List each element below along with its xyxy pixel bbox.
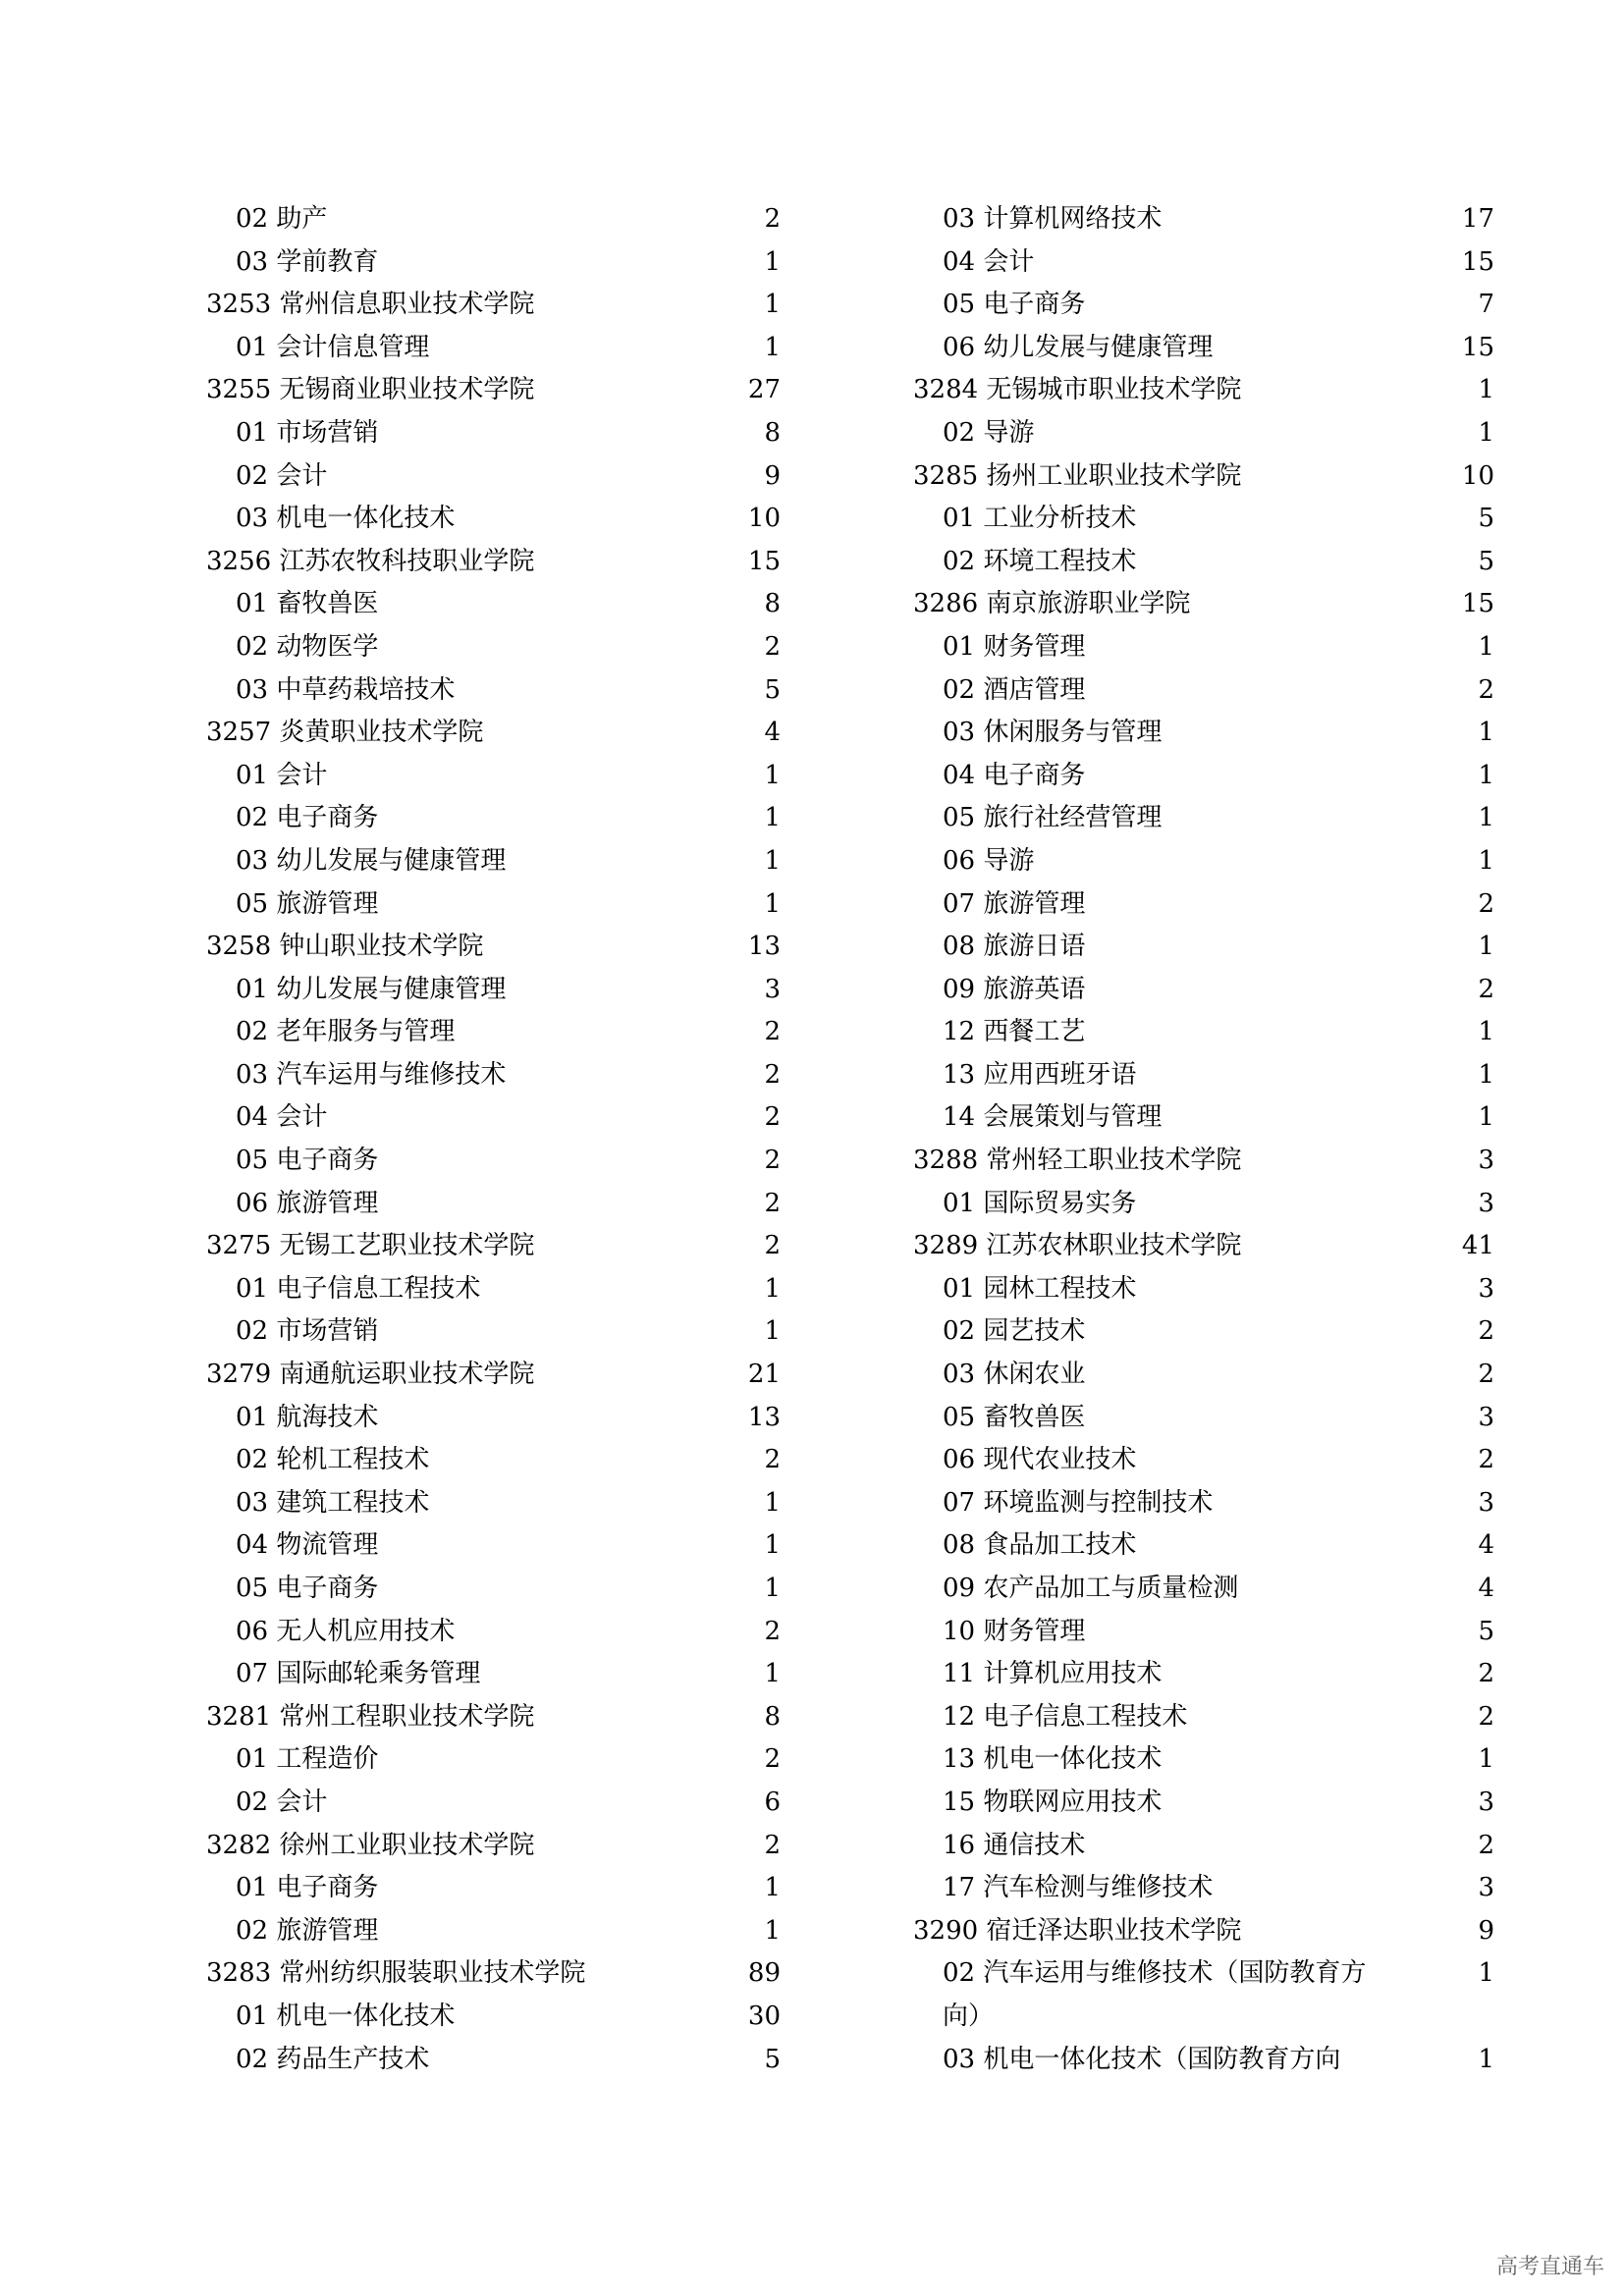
school-name: 3283 常州纺织服装职业技术学院: [206, 1958, 586, 1989]
enrollment-count: 1: [764, 845, 781, 876]
enrollment-count: 5: [764, 2044, 781, 2074]
major-name: 02 轮机工程技术: [236, 1445, 430, 1475]
major-row: [206, 1011, 781, 1054]
enrollment-count: 1: [1478, 1744, 1494, 1775]
major-row: [913, 1482, 1494, 1525]
enrollment-count: 2: [1478, 1360, 1494, 1390]
school-name: 3253 常州信息职业技术学院: [206, 290, 535, 320]
school-name: 3290 宿迁泽达职业技术学院: [913, 1915, 1242, 1946]
major-name: 02 会计: [236, 1787, 328, 1817]
enrollment-count: 5: [764, 674, 781, 705]
major-name: 09 农产品加工与质量检测: [943, 1574, 1239, 1603]
major-row: [913, 1568, 1494, 1611]
major-name: 06 导游: [943, 845, 1035, 876]
major-name: 15 物联网应用技术: [943, 1787, 1163, 1817]
major-name: 03 休闲农业: [943, 1360, 1086, 1390]
enrollment-count: 4: [1478, 1574, 1494, 1603]
major-name: 01 国际贸易实务: [943, 1188, 1137, 1218]
major-row: [206, 1653, 781, 1696]
major-name: 03 建筑工程技术: [236, 1487, 430, 1518]
major-row: [913, 669, 1494, 713]
enrollment-count: 2: [1478, 1659, 1494, 1689]
major-name: 01 幼儿发展与健康管理: [236, 974, 507, 1004]
enrollment-count: 1: [1478, 1017, 1494, 1047]
school-name: 3258 钟山职业技术学院: [206, 932, 484, 962]
enrollment-count: 8: [764, 589, 781, 619]
major-row: [913, 1524, 1494, 1568]
school-row: [206, 712, 781, 755]
school-row: [206, 926, 781, 969]
enrollment-count: 2: [1478, 888, 1494, 919]
major-row: [913, 498, 1494, 541]
major-row: [206, 1568, 781, 1611]
school-row: [913, 1140, 1494, 1183]
school-row: [913, 1910, 1494, 1953]
major-name: 06 幼儿发展与健康管理: [943, 332, 1214, 362]
major-row: [913, 1825, 1494, 1868]
major-name: 03 计算机网络技术: [943, 204, 1163, 234]
major-name: 12 西餐工艺: [943, 1017, 1086, 1047]
major-row: [206, 583, 781, 626]
enrollment-count: 1: [764, 1873, 781, 1903]
enrollment-count: 1: [764, 1273, 781, 1304]
major-name: 06 无人机应用技术: [236, 1616, 456, 1646]
enrollment-count: 3: [1478, 1487, 1494, 1518]
major-name: 02 酒店管理: [943, 674, 1086, 705]
major-row: [913, 840, 1494, 883]
major-name: 01 电子商务: [236, 1873, 379, 1903]
major-name: 01 园林工程技术: [943, 1273, 1137, 1304]
school-name: 3256 江苏农牧科技职业学院: [206, 546, 535, 576]
enrollment-count: 2: [1478, 1445, 1494, 1475]
school-row: [913, 1225, 1494, 1268]
major-name: 02 电子商务: [236, 803, 379, 833]
enrollment-count: 1: [1478, 1958, 1494, 1989]
enrollment-count: 4: [764, 718, 781, 748]
major-row: [913, 1011, 1494, 1054]
major-row: [913, 969, 1494, 1012]
major-row: [913, 1310, 1494, 1354]
school-name: 3275 无锡工艺职业技术学院: [206, 1231, 535, 1261]
enrollment-count: 2: [764, 1017, 781, 1047]
major-row: [913, 241, 1494, 285]
major-row: [206, 1482, 781, 1525]
school-row: [206, 1952, 781, 1996]
major-name: 02 会计: [236, 460, 328, 491]
major-row: [206, 669, 781, 713]
enrollment-count: 2: [764, 1188, 781, 1218]
watermark: 高考直通车: [1495, 2255, 1604, 2279]
enrollment-count: 27: [747, 375, 781, 405]
enrollment-count: 2: [764, 1744, 781, 1775]
enrollment-count: 10: [747, 504, 781, 534]
major-row: [206, 755, 781, 798]
school-row: [206, 1354, 781, 1397]
major-row: [913, 1653, 1494, 1696]
major-row: [913, 626, 1494, 669]
major-row: [913, 541, 1494, 584]
major-name: 01 市场营销: [236, 417, 379, 448]
enrollment-count: 1: [1478, 718, 1494, 748]
major-name: 01 航海技术: [236, 1402, 379, 1432]
major-row: [206, 1096, 781, 1140]
enrollment-count: 1: [764, 246, 781, 277]
major-name: 16 通信技术: [943, 1830, 1086, 1860]
major-name: 04 会计: [943, 246, 1035, 277]
major-row: [913, 1782, 1494, 1825]
major-name: 14 会展策划与管理: [943, 1102, 1163, 1133]
enrollment-count: 2: [764, 1146, 781, 1176]
major-name: 01 会计: [236, 760, 328, 790]
major-name: 01 工程造价: [236, 1744, 379, 1775]
major-name: 05 电子商务: [943, 290, 1086, 320]
enrollment-count: 1: [1478, 1102, 1494, 1133]
major-name: 10 财务管理: [943, 1616, 1086, 1646]
school-row: [206, 1825, 781, 1868]
enrollment-count: 1: [1478, 1059, 1494, 1090]
major-row: [206, 1268, 781, 1311]
major-row: [913, 1397, 1494, 1440]
school-row: [206, 284, 781, 327]
major-name: 09 旅游英语: [943, 974, 1086, 1004]
major-row: [913, 1867, 1494, 1910]
school-name: 3282 徐州工业职业技术学院: [206, 1830, 535, 1860]
enrollment-count: 1: [764, 1530, 781, 1561]
enrollment-count: 2: [764, 631, 781, 662]
enrollment-count: 1: [764, 332, 781, 362]
major-row: [206, 626, 781, 669]
major-row: [913, 712, 1494, 755]
enrollment-count: 2: [1478, 1316, 1494, 1347]
enrollment-count: 2: [764, 1059, 781, 1090]
major-row: [913, 1268, 1494, 1311]
major-name: 08 旅游日语: [943, 932, 1086, 962]
major-row: [206, 1996, 781, 2039]
school-row: [206, 369, 781, 412]
major-row: [913, 284, 1494, 327]
major-name: 01 会计信息管理: [236, 332, 430, 362]
school-name: 3255 无锡商业职业技术学院: [206, 375, 535, 405]
enrollment-count: 1: [764, 1574, 781, 1603]
enrollment-count: 15: [747, 546, 781, 576]
enrollment-count: 3: [1478, 1873, 1494, 1903]
major-name: 03 学前教育: [236, 246, 379, 277]
enrollment-count: 2: [764, 1231, 781, 1261]
major-row: [206, 1738, 781, 1782]
enrollment-count: 3: [764, 974, 781, 1004]
major-row: [913, 926, 1494, 969]
enrollment-count: 3: [1478, 1402, 1494, 1432]
enrollment-count: 2: [764, 204, 781, 234]
enrollment-count: 1: [764, 888, 781, 919]
enrollment-count: 2: [764, 1830, 781, 1860]
major-row: [206, 1310, 781, 1354]
major-row: [206, 1140, 781, 1183]
school-name: 3279 南通航运职业技术学院: [206, 1360, 535, 1390]
school-name: 3289 江苏农林职业技术学院: [913, 1231, 1242, 1261]
major-row: [913, 1738, 1494, 1782]
major-row: [206, 1397, 781, 1440]
enrollment-count: 2: [1478, 674, 1494, 705]
major-row: [913, 327, 1494, 370]
enrollment-count: 8: [764, 1701, 781, 1732]
major-name: 02 园艺技术: [943, 1316, 1086, 1347]
school-name: 3257 炎黄职业技术学院: [206, 718, 484, 748]
major-name: 03 汽车运用与维修技术: [236, 1059, 507, 1090]
major-row: [206, 455, 781, 499]
major-row: [913, 2039, 1494, 2082]
major-row: [206, 797, 781, 840]
enrollment-count: 9: [1478, 1915, 1494, 1946]
major-name: 03 休闲服务与管理: [943, 718, 1163, 748]
major-name: 06 现代农业技术: [943, 1445, 1137, 1475]
school-name: 3281 常州工程职业技术学院: [206, 1701, 535, 1732]
enrollment-count: 1: [764, 803, 781, 833]
enrollment-count: 15: [1461, 589, 1494, 619]
major-row: [913, 1354, 1494, 1397]
major-row: [206, 1183, 781, 1226]
school-name: 3284 无锡城市职业技术学院: [913, 375, 1242, 405]
major-row: [913, 755, 1494, 798]
major-row: [913, 1952, 1494, 2038]
enrollment-count: 1: [1478, 760, 1494, 790]
enrollment-count: 1: [1478, 2044, 1494, 2074]
major-name: 03 机电一体化技术（国防教育方向: [943, 2044, 1341, 2074]
major-name: 05 电子商务: [236, 1146, 379, 1176]
major-row: [913, 198, 1494, 241]
major-row: [206, 1611, 781, 1654]
major-row: [206, 1910, 781, 1953]
enrollment-count: 13: [747, 1402, 781, 1432]
left-column: [206, 198, 781, 2081]
major-row: [206, 241, 781, 285]
major-name: 02 导游: [943, 417, 1035, 448]
major-name: 05 电子商务: [236, 1574, 379, 1603]
major-row: [206, 327, 781, 370]
major-name: 01 电子信息工程技术: [236, 1273, 481, 1304]
enrollment-count: 15: [1461, 332, 1494, 362]
major-name: 02 汽车运用与维修技术（国防教育方向）: [943, 1958, 1367, 2031]
major-name: 02 旅游管理: [236, 1915, 379, 1946]
enrollment-count: 5: [1478, 546, 1494, 576]
school-row: [206, 1696, 781, 1739]
major-name: 08 食品加工技术: [943, 1530, 1137, 1561]
major-row: [206, 1054, 781, 1097]
enrollment-count: 2: [764, 1445, 781, 1475]
major-row: [913, 1054, 1494, 1097]
enrollment-count: 1: [764, 1915, 781, 1946]
enrollment-count: 41: [1461, 1231, 1494, 1261]
major-name: 05 畜牧兽医: [943, 1402, 1086, 1432]
major-name: 13 应用西班牙语: [943, 1059, 1137, 1090]
right-column: [913, 198, 1494, 2081]
enrollment-count: 1: [1478, 932, 1494, 962]
enrollment-count: 6: [764, 1787, 781, 1817]
major-name: 02 老年服务与管理: [236, 1017, 456, 1047]
enrollment-count: 8: [764, 417, 781, 448]
major-name: 13 机电一体化技术: [943, 1744, 1163, 1775]
enrollment-count: 30: [747, 2001, 781, 2031]
enrollment-count: 1: [1478, 417, 1494, 448]
enrollment-count: 15: [1461, 246, 1494, 277]
major-row: [206, 198, 781, 241]
enrollment-count: 13: [747, 932, 781, 962]
major-name: 07 国际邮轮乘务管理: [236, 1659, 481, 1689]
major-row: [913, 1183, 1494, 1226]
enrollment-count: 1: [1478, 803, 1494, 833]
major-name: 05 旅游管理: [236, 888, 379, 919]
major-name: 17 汽车检测与维修技术: [943, 1873, 1214, 1903]
major-row: [913, 1696, 1494, 1739]
major-row: [913, 797, 1494, 840]
enrollment-count: 1: [764, 1659, 781, 1689]
major-row: [913, 1096, 1494, 1140]
major-name: 04 电子商务: [943, 760, 1086, 790]
enrollment-count: 3: [1478, 1146, 1494, 1176]
school-row: [206, 541, 781, 584]
enrollment-count: 1: [1478, 375, 1494, 405]
major-name: 02 市场营销: [236, 1316, 379, 1347]
major-name: 07 旅游管理: [943, 888, 1086, 919]
major-name: 05 旅行社经营管理: [943, 803, 1163, 833]
enrollment-count: 2: [764, 1102, 781, 1133]
major-name: 01 畜牧兽医: [236, 589, 379, 619]
major-row: [913, 412, 1494, 455]
major-name: 02 助产: [236, 204, 328, 234]
enrollment-count: 3: [1478, 1188, 1494, 1218]
major-name: 01 财务管理: [943, 631, 1086, 662]
enrollment-count: 1: [764, 1487, 781, 1518]
enrollment-count: 9: [764, 460, 781, 491]
major-row: [913, 1439, 1494, 1482]
major-name: 02 动物医学: [236, 631, 379, 662]
school-name: 3288 常州轻工职业技术学院: [913, 1146, 1242, 1176]
major-name: 06 旅游管理: [236, 1188, 379, 1218]
major-row: [206, 969, 781, 1012]
enrollment-count: 1: [764, 1316, 781, 1347]
school-row: [913, 583, 1494, 626]
major-row: [206, 1439, 781, 1482]
major-row: [206, 498, 781, 541]
enrollment-count: 2: [1478, 1701, 1494, 1732]
enrollment-count: 1: [1478, 845, 1494, 876]
major-name: 01 工业分析技术: [943, 504, 1137, 534]
school-name: 3286 南京旅游职业学院: [913, 589, 1191, 619]
major-row: [206, 1867, 781, 1910]
major-row: [206, 1524, 781, 1568]
enrollment-count: 2: [1478, 974, 1494, 1004]
enrollment-count: 5: [1478, 1616, 1494, 1646]
enrollment-count: 3: [1478, 1273, 1494, 1304]
major-name: 04 物流管理: [236, 1530, 379, 1561]
school-name: 3285 扬州工业职业技术学院: [913, 460, 1242, 491]
enrollment-count: 1: [1478, 631, 1494, 662]
major-name: 03 中草药栽培技术: [236, 674, 456, 705]
school-row: [913, 369, 1494, 412]
enrollment-count: 1: [764, 290, 781, 320]
major-row: [206, 2039, 781, 2082]
major-name: 03 机电一体化技术: [236, 504, 456, 534]
major-row: [206, 840, 781, 883]
school-row: [913, 455, 1494, 499]
major-row: [206, 412, 781, 455]
enrollment-count: 10: [1461, 460, 1494, 491]
major-row: [913, 1611, 1494, 1654]
enrollment-count: 7: [1478, 290, 1494, 320]
major-name: 12 电子信息工程技术: [943, 1701, 1188, 1732]
major-name: 02 药品生产技术: [236, 2044, 430, 2074]
enrollment-count: 1: [764, 760, 781, 790]
major-name: 02 环境工程技术: [943, 546, 1137, 576]
enrollment-count: 4: [1478, 1530, 1494, 1561]
major-name: 01 机电一体化技术: [236, 2001, 456, 2031]
major-row: [206, 1782, 781, 1825]
major-name: 03 幼儿发展与健康管理: [236, 845, 507, 876]
major-row: [206, 883, 781, 927]
enrollment-count: 5: [1478, 504, 1494, 534]
major-name: 04 会计: [236, 1102, 328, 1133]
enrollment-count: 17: [1461, 204, 1494, 234]
enrollment-count: 2: [1478, 1830, 1494, 1860]
enrollment-count: 3: [1478, 1787, 1494, 1817]
major-name: 11 计算机应用技术: [943, 1659, 1163, 1689]
major-name: 07 环境监测与控制技术: [943, 1487, 1214, 1518]
school-row: [206, 1225, 781, 1268]
major-row: [913, 883, 1494, 927]
enrollment-count: 21: [747, 1360, 781, 1390]
enrollment-count: 2: [764, 1616, 781, 1646]
enrollment-count: 89: [747, 1958, 781, 1989]
